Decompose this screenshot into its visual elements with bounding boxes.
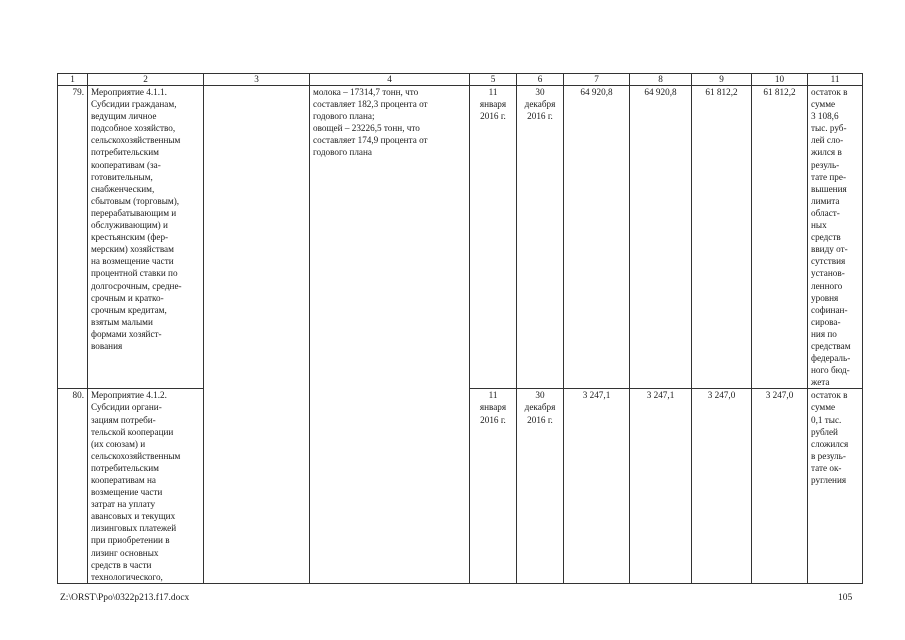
measure-title: Мероприятие 4.1.2. Субсидии органи- зациям потреби- тельской кооперации (их союзам) и сельскохозяйственным потребительским кооперативам на возмещение части затрат на уплату авансовых и текущих лизинговых платежей при приобретении в лизинг основных средств в части технологического,: [88, 389, 204, 584]
header-cell: 6: [517, 74, 564, 86]
header-cell: 7: [564, 74, 630, 86]
header-cell: 2: [88, 74, 204, 86]
value-col-8: 64 920,8: [630, 86, 692, 389]
header-cell: 8: [630, 74, 692, 86]
footer-file-path: Z:\ORST\Ppo\0322p213.f17.docx: [60, 593, 190, 603]
end-date: 30 декабря 2016 г.: [517, 86, 564, 389]
row-number: 80.: [58, 389, 88, 584]
value-col-7: 64 920,8: [564, 86, 630, 389]
value-col-10: 3 247,0: [752, 389, 808, 584]
header-cell: 5: [470, 74, 517, 86]
value-col-7: 3 247,1: [564, 389, 630, 584]
report-table: [57, 73, 863, 584]
value-col-10: 61 812,2: [752, 86, 808, 389]
column-number-header-row: [58, 74, 863, 86]
header-cell: 4: [310, 74, 470, 86]
value-col-9: 61 812,2: [692, 86, 752, 389]
header-cell: 1: [58, 74, 88, 86]
value-col-9: 3 247,0: [692, 389, 752, 584]
measure-title: Мероприятие 4.1.1. Субсидии гражданам, ведущим личное подсобное хозяйство, сельскохозяйственным потребительским кооперативам (за- готовительным, снабженческим, сбытовым (торговым), перерабатывающим и обслуживающим) и крестьянским (фер- мерским) хозяйствам на возмещение части процентной ставки по долгосрочным, средне- срочным и кратко- срочным кредитам, взятым малыми формами хозяйст- вования: [88, 86, 204, 389]
note-cell: остаток в сумме 3 108,6 тыс. руб- лей сло- жился в резуль- тате пре- вышения лимита област- ных средств ввиду от- сутствия установ- ленного уровня софинан- сирова- ния по средствам федераль- ного бюд- жета: [808, 86, 863, 389]
note-cell: остаток в сумме 0,1 тыс. рублей сложился в резуль- тате ок- ругления: [808, 389, 863, 584]
page-number: 105: [838, 593, 853, 603]
end-date: 30 декабря 2016 г.: [517, 389, 564, 584]
table-row: [58, 86, 863, 389]
header-cell: 10: [752, 74, 808, 86]
header-cell: 9: [692, 74, 752, 86]
responsible-cell: [204, 86, 310, 584]
start-date: 11 января 2016 г.: [470, 389, 517, 584]
result-description: молока – 17314,7 тонн, что составляет 182,3 процента от годового плана; овощей – 23226,5 тонн, что составляет 174,9 процента от годового плана: [310, 86, 470, 584]
row-number: 79.: [58, 86, 88, 389]
start-date: 11 января 2016 г.: [470, 86, 517, 389]
value-col-8: 3 247,1: [630, 389, 692, 584]
header-cell: 3: [204, 74, 310, 86]
header-cell: 11: [808, 74, 863, 86]
